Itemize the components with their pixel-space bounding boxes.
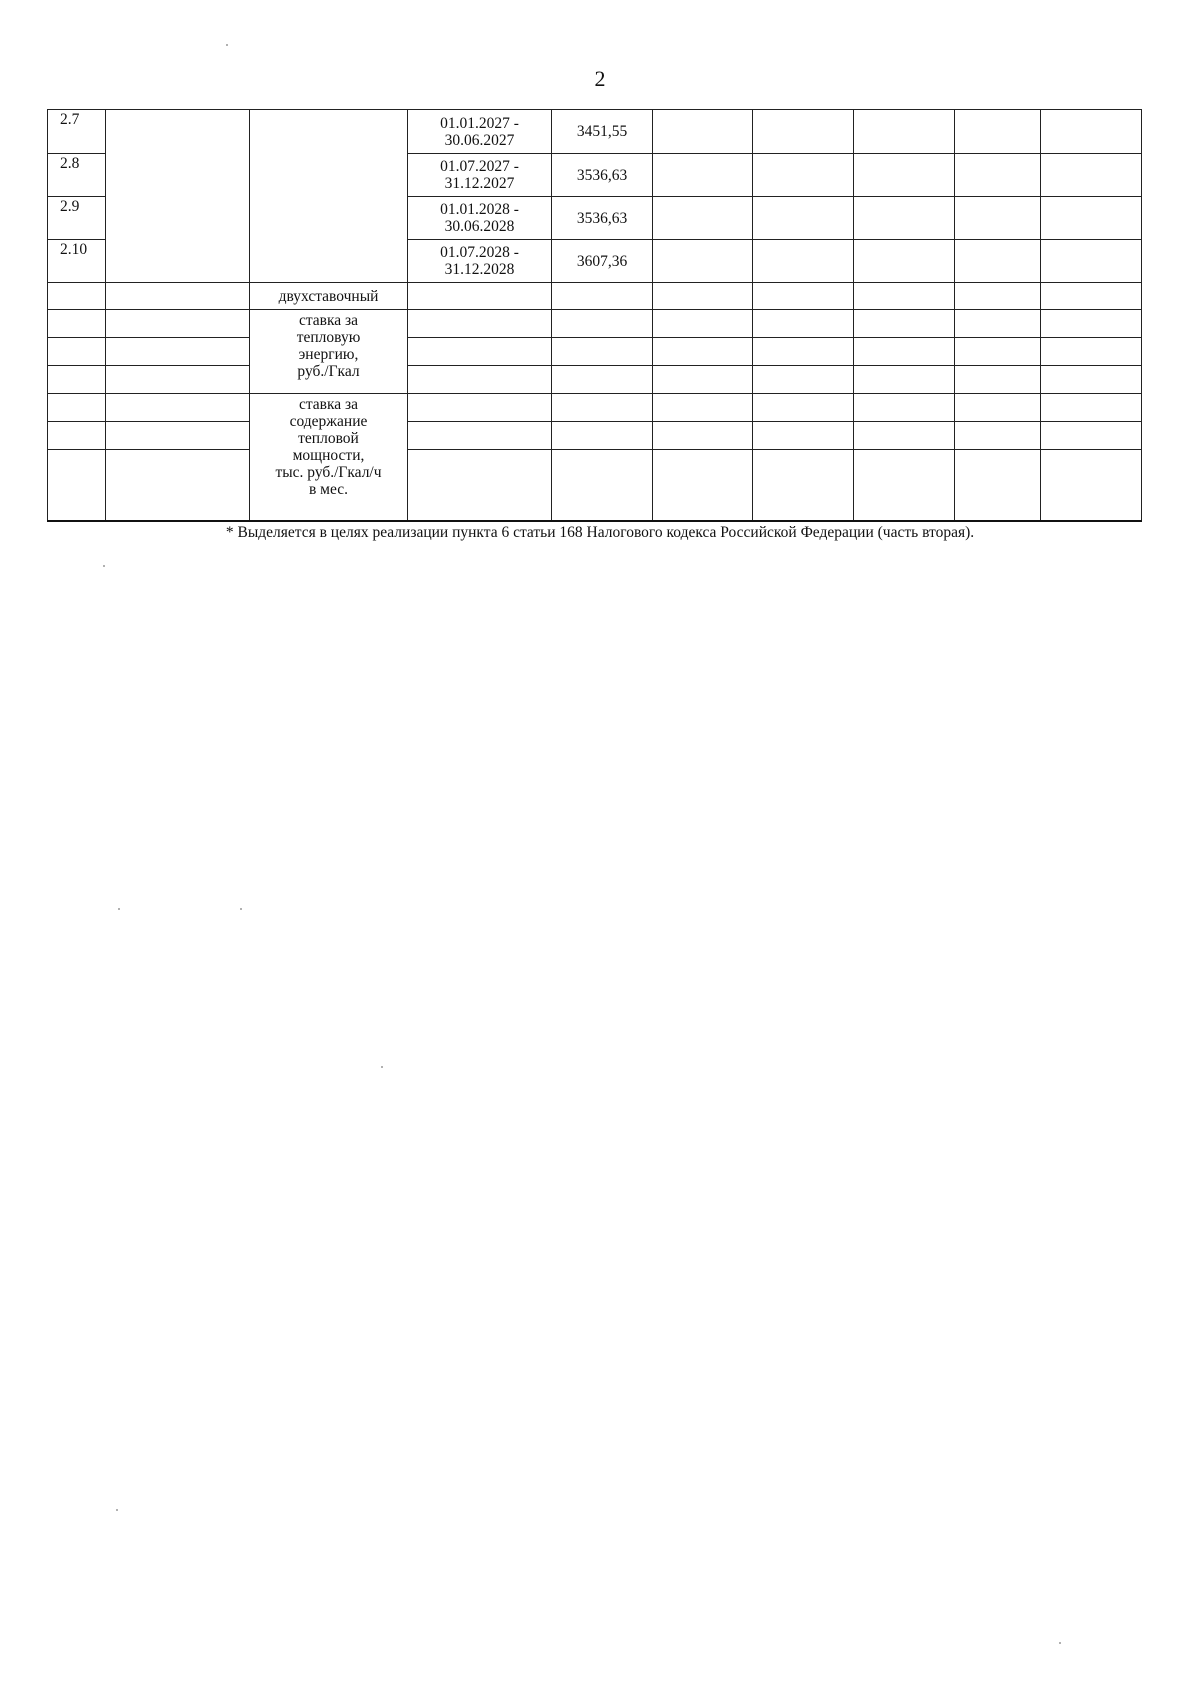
table-row [48, 154, 1142, 197]
empty-cell [753, 338, 854, 366]
table-row [48, 450, 1142, 521]
empty-cell [552, 366, 653, 394]
capacity-rate-label [250, 394, 408, 521]
capacity-rate-line: в мес. [308, 481, 349, 498]
empty-cell [48, 310, 106, 338]
empty-cell [955, 240, 1041, 283]
empty-cell [48, 394, 106, 422]
scan-speck [1059, 1642, 1061, 1644]
empty-cell [854, 338, 955, 366]
capacity-rate-line: тепловой [298, 430, 359, 447]
empty-cell [653, 240, 753, 283]
empty-cell [106, 197, 250, 240]
empty-cell [854, 310, 955, 338]
empty-cell [854, 394, 955, 422]
period-end: 31.12.2027 [444, 175, 515, 192]
empty-cell [854, 366, 955, 394]
period-start: 01.07.2027 - [440, 158, 519, 175]
empty-cell [1041, 110, 1142, 154]
period-start: 01.01.2028 - [440, 201, 519, 218]
table-row [48, 197, 1142, 240]
table-row [48, 338, 1142, 366]
empty-cell [48, 450, 106, 521]
empty-cell [552, 422, 653, 450]
empty-cell [106, 283, 250, 310]
empty-cell [955, 283, 1041, 310]
tariff-table [47, 109, 1142, 522]
period-cell [408, 154, 552, 197]
capacity-rate-line: тыс. руб./Гкал/ч [275, 464, 382, 481]
empty-cell [753, 366, 854, 394]
heat-energy-rate-line: энергию, [298, 346, 359, 363]
empty-cell [753, 197, 854, 240]
empty-cell [1041, 197, 1142, 240]
footnote: * Выделяется в целях реализации пункта 6 статьи 168 Налогового кодекса Российской Федерации (часть вторая). [225, 524, 975, 541]
empty-cell [854, 154, 955, 197]
empty-cell [1041, 283, 1142, 310]
period-end: 30.06.2027 [444, 131, 515, 149]
scan-speck [118, 908, 120, 910]
row-number: 2.10 [48, 240, 106, 283]
empty-cell [106, 394, 250, 422]
table-row [48, 422, 1142, 450]
empty-cell [106, 338, 250, 366]
period-end: 30.06.2028 [444, 218, 515, 235]
period-start: 01.07.2028 - [440, 244, 519, 261]
empty-cell [653, 366, 753, 394]
scan-speck [381, 1066, 383, 1068]
empty-cell [106, 310, 250, 338]
capacity-rate-line: ставка за [298, 396, 359, 413]
row-number: 2.8 [48, 154, 106, 197]
empty-cell [653, 197, 753, 240]
empty-cell [653, 422, 753, 450]
empty-cell [250, 240, 408, 283]
empty-cell [408, 366, 552, 394]
empty-cell [753, 110, 854, 154]
scan-speck [226, 44, 228, 46]
empty-cell [1041, 240, 1142, 283]
empty-cell [955, 366, 1041, 394]
tariff-value: 3607,36 [552, 240, 653, 283]
empty-cell [955, 422, 1041, 450]
scan-speck [116, 1509, 118, 1511]
empty-cell [753, 240, 854, 283]
empty-cell [106, 154, 250, 197]
empty-cell [1041, 154, 1142, 197]
scan-speck [103, 565, 105, 567]
empty-cell [250, 154, 408, 197]
row-number: 2.9 [48, 197, 106, 240]
table-row [48, 240, 1142, 283]
empty-cell [408, 310, 552, 338]
table-row [48, 394, 1142, 422]
empty-cell [1041, 422, 1142, 450]
capacity-rate-line: мощности, [292, 447, 365, 464]
empty-cell [106, 110, 250, 154]
table-row [48, 310, 1142, 338]
empty-cell [250, 110, 408, 154]
heat-energy-rate-line: руб./Гкал [297, 363, 360, 380]
empty-cell [753, 394, 854, 422]
period-cell [408, 110, 552, 154]
empty-cell [1041, 338, 1142, 366]
empty-cell [1041, 450, 1142, 521]
empty-cell [106, 450, 250, 521]
empty-cell [955, 394, 1041, 422]
page-number: 2 [594, 66, 606, 91]
empty-cell [48, 422, 106, 450]
empty-cell [653, 450, 753, 521]
empty-cell [955, 110, 1041, 154]
empty-cell [653, 394, 753, 422]
empty-cell [552, 283, 653, 310]
empty-cell [1041, 366, 1142, 394]
empty-cell [753, 422, 854, 450]
empty-cell [854, 197, 955, 240]
empty-cell [854, 422, 955, 450]
row-number: 2.7 [48, 110, 106, 154]
empty-cell [753, 450, 854, 521]
empty-cell [955, 450, 1041, 521]
empty-cell [250, 197, 408, 240]
tariff-value: 3451,55 [552, 110, 653, 154]
table-row [48, 110, 1142, 154]
tariff-value: 3536,63 [552, 154, 653, 197]
empty-cell [552, 310, 653, 338]
tariff-value: 3536,63 [552, 197, 653, 240]
capacity-rate-line: содержание [289, 413, 368, 430]
scan-speck [240, 908, 242, 910]
empty-cell [48, 283, 106, 310]
empty-cell [552, 394, 653, 422]
empty-cell [552, 450, 653, 521]
empty-cell [653, 110, 753, 154]
empty-cell [955, 154, 1041, 197]
empty-cell [955, 310, 1041, 338]
heat-energy-rate-line: ставка за [298, 312, 359, 329]
empty-cell [955, 338, 1041, 366]
empty-cell [408, 338, 552, 366]
empty-cell [653, 338, 753, 366]
empty-cell [552, 338, 653, 366]
empty-cell [854, 110, 955, 154]
two-part-tariff-label: двухставочный [250, 283, 408, 310]
period-start: 01.01.2027 - [440, 114, 519, 132]
heat-energy-rate-line: тепловую [296, 329, 361, 346]
period-cell [408, 240, 552, 283]
empty-cell [106, 240, 250, 283]
empty-cell [408, 422, 552, 450]
table-row [48, 283, 1142, 310]
heat-energy-rate-label [250, 310, 408, 394]
empty-cell [1041, 394, 1142, 422]
empty-cell [408, 450, 552, 521]
empty-cell [854, 283, 955, 310]
empty-cell [48, 366, 106, 394]
empty-cell [408, 283, 552, 310]
empty-cell [653, 310, 753, 338]
empty-cell [106, 422, 250, 450]
empty-cell [854, 450, 955, 521]
empty-cell [955, 197, 1041, 240]
empty-cell [854, 240, 955, 283]
empty-cell [753, 154, 854, 197]
empty-cell [106, 366, 250, 394]
empty-cell [653, 154, 753, 197]
table-row [48, 366, 1142, 394]
period-cell [408, 197, 552, 240]
empty-cell [1041, 310, 1142, 338]
empty-cell [408, 394, 552, 422]
empty-cell [653, 283, 753, 310]
period-end: 31.12.2028 [444, 261, 515, 278]
empty-cell [753, 283, 854, 310]
empty-cell [753, 310, 854, 338]
empty-cell [48, 338, 106, 366]
